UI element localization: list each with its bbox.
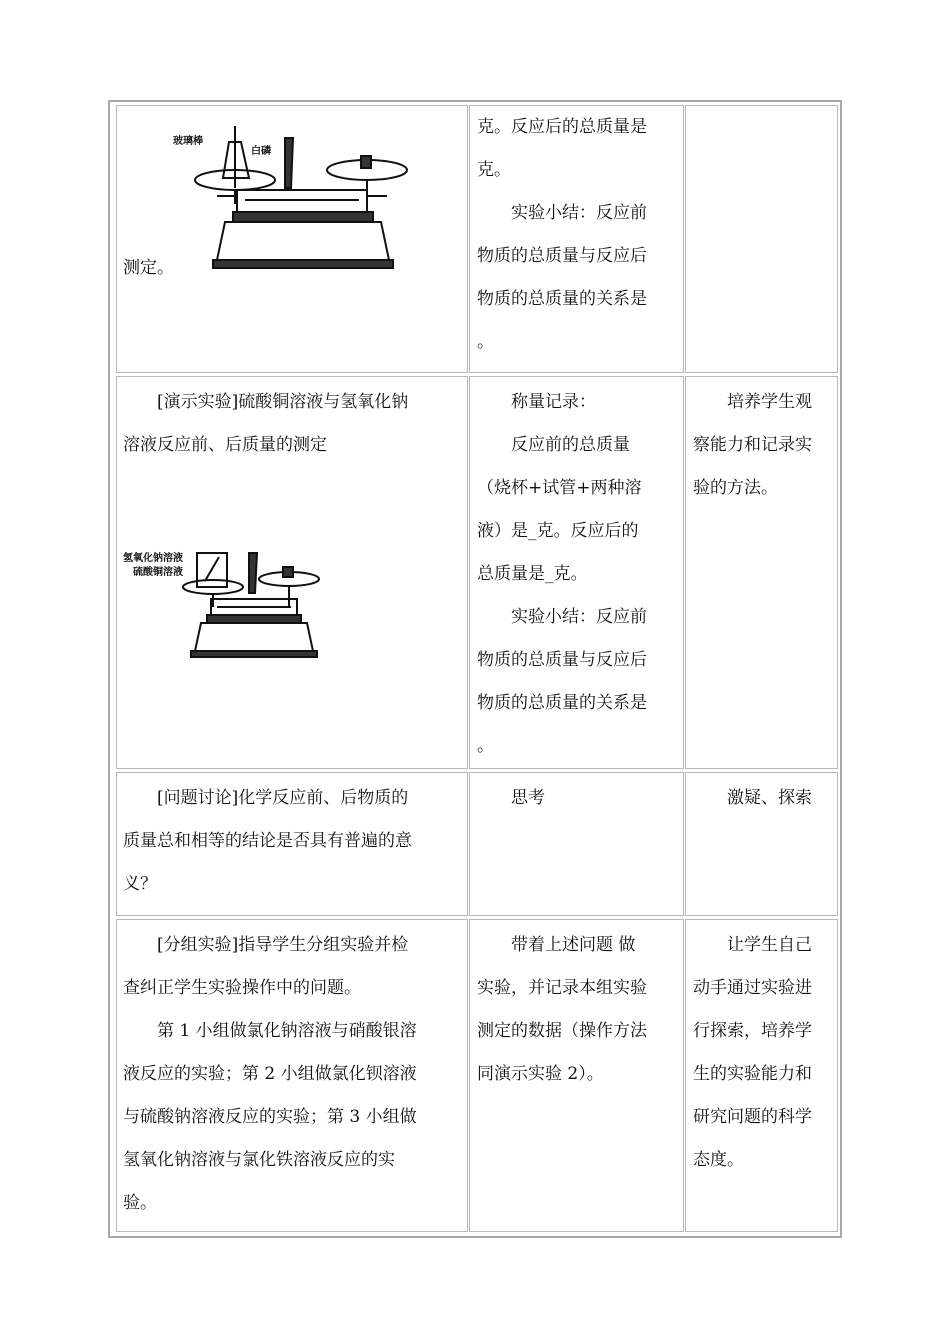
text-line: 实验小结：反应前 <box>511 203 647 223</box>
text-line: 激疑、探索 <box>727 788 812 808</box>
text-line: 物质的总质量与反应后 <box>477 650 647 670</box>
text-line: 溶液反应前、后质量的测定 <box>123 435 327 455</box>
text-line: 第 1 小组做氯化钠溶液与硝酸银溶 <box>157 1021 417 1041</box>
text-line: 同演示实验 2）。 <box>477 1064 604 1084</box>
row2-purpose-cell <box>685 376 838 769</box>
row4-purpose-cell <box>685 919 838 1232</box>
row4-student-cell <box>469 919 684 1232</box>
text-line: 义？ <box>123 874 157 894</box>
text-line: 克。反应后的总质量是 <box>477 117 647 137</box>
text-line: 培养学生观 <box>727 392 812 412</box>
text-line: 动手通过实验进 <box>693 978 812 998</box>
row3-student-cell <box>469 772 684 916</box>
text-line: 。 <box>477 332 494 352</box>
row1-trailing-text: 测定。 <box>123 258 174 278</box>
text-line: 让学生自己 <box>727 935 812 955</box>
text-line: [演示实验]硫酸铜溶液与氢氧化钠 <box>157 392 409 412</box>
text-line: 实验，并记录本组实验 <box>477 978 647 998</box>
text-line: 克。 <box>477 160 511 180</box>
text-line: 验。 <box>123 1193 157 1213</box>
text-line: 生的实验能力和 <box>693 1064 812 1084</box>
text-line: [问题讨论]化学反应前、后物质的 <box>157 788 409 808</box>
text-line: 氢氧化钠溶液与氯化铁溶液反应的实 <box>123 1150 395 1170</box>
row1-activity-cell <box>116 105 468 373</box>
text-line: 。 <box>477 736 494 756</box>
text-line: 质量总和相等的结论是否具有普遍的意 <box>123 831 412 851</box>
row4-activity-cell <box>116 919 468 1232</box>
text-line: 与硫酸钠溶液反应的实验；第 3 小组做 <box>123 1107 417 1127</box>
text-line: 行探索，培养学 <box>693 1021 812 1041</box>
text-line: 实验小结：反应前 <box>511 607 647 627</box>
text-line: 察能力和记录实 <box>693 435 812 455</box>
text-line: 态度。 <box>693 1150 744 1170</box>
text-line: 总质量是_克。 <box>477 564 588 584</box>
text-line: 带着上述问题 做 <box>511 935 636 955</box>
text-line: 称量记录： <box>511 392 596 412</box>
balance-white-phosphorus-figure <box>167 118 417 278</box>
text-line: （烧杯+试管+两种溶 <box>477 478 642 498</box>
text-line: 液）是_克。反应后的 <box>477 521 639 541</box>
text-line: 反应前的总质量 <box>511 435 630 455</box>
row1-student-cell <box>469 105 684 373</box>
text-line: 测定的数据（操作方法 <box>477 1021 647 1041</box>
text-line: 物质的总质量的关系是 <box>477 693 647 713</box>
text-line: 液反应的实验；第 2 小组做氯化钡溶液 <box>123 1064 417 1084</box>
text-line: 研究问题的科学 <box>693 1107 812 1127</box>
row2-activity-cell <box>116 376 468 769</box>
balance-copper-sulfate-figure <box>121 547 341 667</box>
sodium-hydroxide-label: 氢氧化钠溶液 <box>123 553 183 564</box>
copper-sulfate-label: 硫酸铜溶液 <box>133 567 183 578</box>
text-line: 查纠正学生实验操作中的问题。 <box>123 978 361 998</box>
white-phosphorus-label: 白磷 <box>251 146 271 157</box>
lesson-table <box>108 100 842 1238</box>
text-line: 验的方法。 <box>693 478 778 498</box>
text-line: [分组实验]指导学生分组实验并检 <box>157 935 409 955</box>
row2-student-cell <box>469 376 684 769</box>
text-line: 思考 <box>511 788 545 808</box>
glass-rod-label: 玻璃棒 <box>173 136 203 147</box>
row3-activity-cell <box>116 772 468 916</box>
text-line: 物质的总质量与反应后 <box>477 246 647 266</box>
text-line: 物质的总质量的关系是 <box>477 289 647 309</box>
row3-purpose-cell <box>685 772 838 916</box>
row1-purpose-cell <box>685 105 838 373</box>
